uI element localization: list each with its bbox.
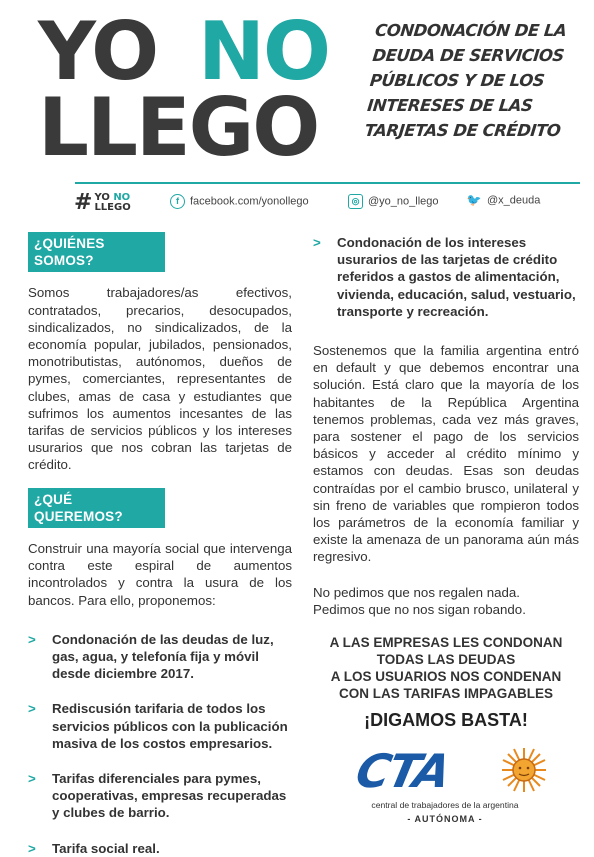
title-yo: YO xyxy=(38,5,158,98)
bullet-text: Tarifa social real. xyxy=(52,840,160,856)
list-item xyxy=(28,700,292,752)
want-heading: ¿QUÉ QUEREMOS? xyxy=(28,488,165,528)
title-no: NO xyxy=(198,5,329,98)
instagram-icon: ◎ xyxy=(348,194,363,209)
right-column xyxy=(313,234,579,729)
social-bar xyxy=(0,186,594,216)
hashtag-yo: YO xyxy=(94,191,110,203)
twitter-label: @x_deuda xyxy=(487,194,541,207)
header xyxy=(0,0,594,190)
list-item xyxy=(28,770,292,822)
instagram-label: @yo_no_llego xyxy=(368,195,439,208)
no-pedimos-line-2: Pedimos que no nos sigan robando. xyxy=(313,601,526,617)
list-item xyxy=(28,840,292,857)
basta-slogan: ¡DIGAMOS BASTA! xyxy=(364,710,528,731)
cta-wordmark: CTA xyxy=(351,744,454,798)
bullet-text: Rediscusión tarifaria de todos los servicios públicos con la publicación masiva de los costos empresarios. xyxy=(52,701,288,751)
hash-symbol: # xyxy=(74,190,93,215)
no-pedimos-line-1: No pedimos que nos regalen nada. xyxy=(313,584,520,600)
want-text: Construir una mayoría social que intervenga contra este espiral de aumentos incontrolados y contra la usura de los bancos. Para ello, proponemos: xyxy=(28,541,292,608)
closing-line-3: A LOS USUARIOS NOS CONDENAN xyxy=(330,669,562,685)
facebook-icon: f xyxy=(170,194,185,209)
title-llego: LLEGO xyxy=(38,81,319,174)
closing-line-2: TODAS LAS DEUDAS xyxy=(376,652,516,668)
cta-logo xyxy=(345,742,557,832)
facebook-label: facebook.com/yonollego xyxy=(190,195,309,208)
closing-line-1: A LAS EMPRESAS LES CONDONAN xyxy=(329,635,563,651)
header-divider xyxy=(75,182,580,184)
chevron-right-icon: > xyxy=(28,631,36,647)
hashtag-llego: LLEGO xyxy=(94,201,131,213)
chevron-right-icon: > xyxy=(313,235,321,250)
bullet-text: Condonación de las deudas de luz, gas, agua, y telefonía fija y móvil desde diciembre 2017. xyxy=(52,631,274,682)
bullet-text: Tarifas diferenciales para pymes, cooperativas, empresas recuperadas y clubes de barrio. xyxy=(52,771,287,821)
chevron-right-icon: > xyxy=(28,701,36,717)
bullet-text: Condonación de los intereses usurarios de las tarjetas de crédito referidos a gastos de alimentación, vivienda, educación, salud, vestuario, transporte y recreación. xyxy=(337,235,576,319)
left-column xyxy=(28,232,292,857)
hashtag-logo xyxy=(74,190,131,215)
instagram-link[interactable] xyxy=(348,194,439,209)
facebook-link[interactable] xyxy=(170,194,309,209)
list-item xyxy=(313,234,579,320)
who-text: Somos trabajadores/as efectivos, contratados, precarios, desocupados, sindicalizados, no sindicalizados, de la economía popular, jubilados, pensionados, monotributistas, autónomos, dueños de pymes, comerciantes, representantes de clubes, amas de casa y estudiantes que sufrimos los aumentos incesantes de las tarifas de servicios públicos y los intereses usurarios que nos cobran las tarjetas de crédito. xyxy=(28,285,292,473)
closing-line-4: CON LAS TARIFAS IMPAGABLES xyxy=(338,686,553,702)
sun-icon xyxy=(500,746,548,794)
list-item xyxy=(28,631,292,683)
closing-statement xyxy=(313,634,579,702)
cta-subtitle: central de trabajadores de la argentina xyxy=(371,800,519,810)
hashtag-no: NO xyxy=(113,191,131,203)
body-paragraph: Sostenemos que la familia argentina entró en default y que debemos encontrar una solución. Está claro que la mayoría de los habitantes de la República Argentina tenemos problemas, cada vez más graves, para sostener el pago de los servicios básicos y acceder al crédito mínimo y estamos con deudas. Esas son deudas contraídas por el cambio brusco, unilateral y sin freno de variables que rompieron todos los parámetros de la economía familiar y existe la amenaza de un panorama aún más regresivo. xyxy=(313,343,579,565)
twitter-icon: 🐦 xyxy=(466,193,482,207)
twitter-link[interactable] xyxy=(466,194,540,207)
header-subtitle: CONDONACIÓN DE LA DEUDA DE SERVICIOS PÚBLICOS Y DE LOS INTERESES DE LAS TARJETAS DE CRÉDITO xyxy=(363,21,568,140)
chevron-right-icon: > xyxy=(28,771,36,787)
cta-autonoma: - AUTÓNOMA - xyxy=(407,814,483,824)
who-heading: ¿QUIÉNES SOMOS? xyxy=(28,232,165,272)
chevron-right-icon: > xyxy=(28,840,36,856)
